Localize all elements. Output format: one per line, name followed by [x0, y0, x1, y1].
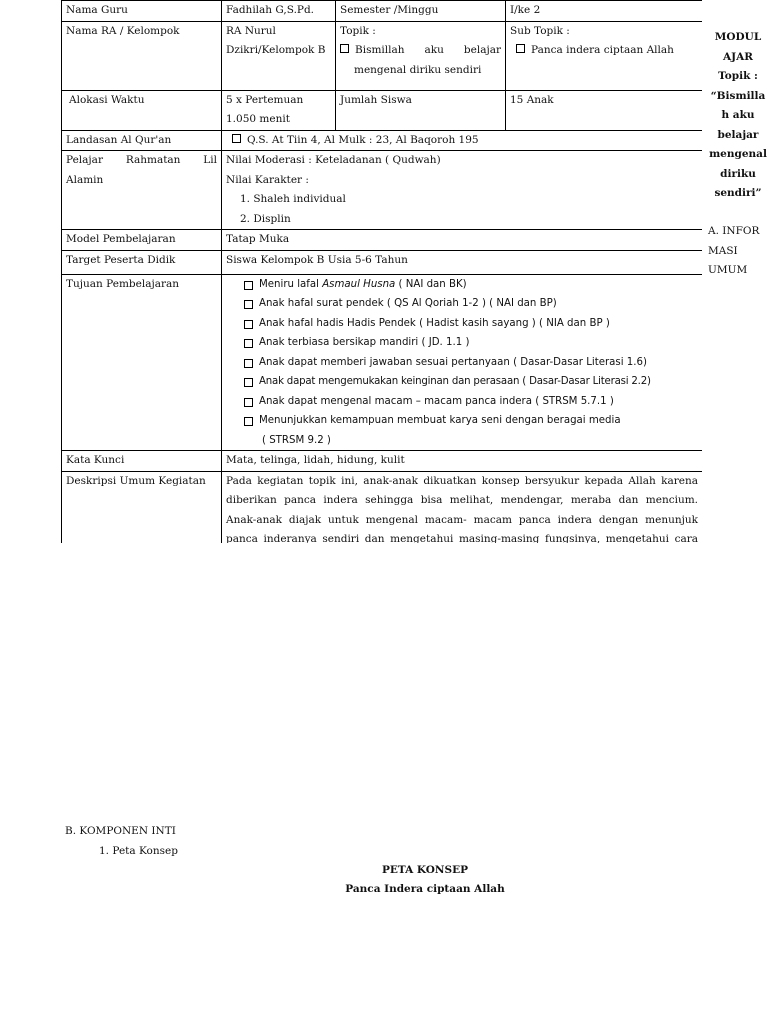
- karakter-item-1: 1. Shaleh individual: [240, 193, 346, 205]
- side-title-line: MODUL: [714, 31, 762, 43]
- jumlah-label: Jumlah Siswa: [336, 90, 506, 130]
- alokasi-line-1: 5 x Pertemuan: [226, 93, 304, 106]
- checkbox-icon: [244, 281, 253, 290]
- tujuan-item-2: Anak hafal surat pendek ( QS Al Qoriah 1-2 ) ( NAI dan BP): [226, 294, 698, 314]
- side-section-heading: [708, 222, 764, 281]
- checkbox-icon: [244, 417, 253, 426]
- peta-konsep-title: PETA KONSEP: [381, 864, 468, 876]
- model-value: Tatap Muka: [222, 230, 703, 251]
- checkbox-icon: [244, 378, 253, 387]
- nama-ra-value: [222, 21, 336, 90]
- checkbox-icon: [244, 320, 253, 329]
- nama-guru-label: Nama Guru: [62, 1, 222, 22]
- deskripsi-line-3: Anak-anak diajak untuk mengenal macam- macam panca indera dengan menunjuk: [226, 513, 698, 526]
- topik-cell: [336, 21, 506, 90]
- side-title-line: mengenal: [709, 148, 767, 160]
- deskripsi-line-2: diberikan panca indera sehingga bisa melihat, mendengar, meraba dan mencium.: [226, 494, 698, 506]
- checkbox-icon: [516, 44, 525, 53]
- jumlah-value: 15 Anak: [506, 90, 703, 130]
- karakter-item-2: 2. Displin: [240, 212, 291, 225]
- tujuan-item-1: Meniru lafal Asmaul Husna ( NAI dan BK): [226, 275, 698, 295]
- module-info-table: [61, 0, 702, 543]
- module-table-container: [61, 0, 702, 543]
- topik-line-2: mengenal diriku sendiri: [354, 63, 482, 76]
- side-title-line: AJAR: [723, 50, 753, 63]
- tujuan-item-8-cont: ( STRSM 9.2 ): [262, 434, 331, 446]
- side-info-line: UMUM: [708, 264, 748, 276]
- target-label: Target Peserta Didik: [62, 250, 222, 274]
- nama-ra-line-2: Dzikri/Kelompok B: [226, 44, 326, 56]
- checkbox-icon: [244, 359, 253, 368]
- peta-konsep-subtitle: Panca Indera ciptaan Allah: [345, 883, 505, 895]
- section-b-heading: B. KOMPONEN INTI: [65, 825, 176, 837]
- side-title: [708, 28, 768, 204]
- pelajar-value: [222, 151, 703, 230]
- nama-ra-line-1: RA Nurul: [226, 24, 276, 37]
- checkbox-icon: [244, 398, 253, 407]
- tujuan-list: [222, 274, 703, 451]
- tujuan-item-8: Menunjukkan kemampuan membuat karya seni dengan beragai media: [226, 411, 698, 431]
- deskripsi-line-1: Pada kegiatan topik ini, anak-anak dikuatkan konsep bersyukur kepada Allah karena: [226, 474, 698, 487]
- tujuan-item-6: Anak dapat mengemukakan keinginan dan perasaan ( Dasar-Dasar Literasi 2.2): [226, 372, 698, 392]
- deskripsi-value: [222, 471, 703, 543]
- target-value: Siswa Kelompok B Usia 5-6 Tahun: [222, 250, 703, 274]
- tujuan-item-5: Anak dapat memberi jawaban sesuai pertanyaan ( Dasar-Dasar Literasi 1.6): [226, 353, 698, 373]
- alokasi-label: Alokasi Waktu: [62, 90, 222, 130]
- side-title-line: h aku: [721, 109, 755, 121]
- tujuan-item-3: Anak hafal hadis Hadis Pendek ( Hadist kasih sayang ) ( NIA dan BP ): [226, 314, 698, 334]
- kata-kunci-label: Kata Kunci: [62, 451, 222, 472]
- side-title-line: “Bismilla: [710, 89, 766, 102]
- pelajar-label-line-2: Alamin: [66, 173, 104, 186]
- subtopik-cell: [506, 21, 703, 90]
- pelajar-label-line-1: Pelajar Rahmatan Lil: [66, 154, 217, 166]
- side-title-line: Topik :: [718, 70, 758, 82]
- nama-ra-label: Nama RA / Kelompok: [62, 21, 222, 90]
- deskripsi-line-4: panca inderanya sendiri dan mengetahui masing-masing fungsinya, mengetahui cara: [226, 533, 698, 543]
- subtopik-value: Panca indera ciptaan Allah: [510, 41, 698, 61]
- tujuan-item-7: Anak dapat mengenal macam – macam panca indera ( STRSM 5.7.1 ): [226, 392, 698, 412]
- alokasi-line-2: 1.050 menit: [226, 113, 290, 125]
- pelajar-label: [62, 151, 222, 230]
- semester-value: I/ke 2: [506, 1, 703, 22]
- side-title-line: diriku: [720, 167, 756, 180]
- checkbox-icon: [244, 300, 253, 309]
- side-title-line: belajar: [717, 128, 759, 141]
- topik-label: Topik :: [340, 24, 376, 37]
- peta-konsep-item: 1. Peta Konsep: [99, 845, 178, 857]
- deskripsi-label: Deskripsi Umum Kegiatan: [62, 471, 222, 543]
- nilai-moderasi: Nilai Moderasi : Keteladanan ( Qudwah): [226, 154, 441, 166]
- topik-line-1: Bismillah aku belajar: [340, 41, 501, 61]
- kata-kunci-value: Mata, telinga, lidah, hidung, kulit: [222, 451, 703, 472]
- checkbox-icon: [340, 44, 349, 53]
- landasan-label: Landasan Al Qur'an: [62, 130, 222, 151]
- side-info-line: MASI: [708, 244, 738, 257]
- nama-guru-value: Fadhilah G,S.Pd.: [222, 1, 336, 22]
- subtopik-label: Sub Topik :: [510, 24, 570, 37]
- semester-label: Semester /Minggu: [336, 1, 506, 22]
- nilai-karakter: Nilai Karakter :: [226, 173, 309, 186]
- side-title-line: sendiri”: [714, 187, 762, 199]
- checkbox-icon: [244, 339, 253, 348]
- model-label: Model Pembelajaran: [62, 230, 222, 251]
- side-info-line: A. INFOR: [708, 225, 760, 237]
- checkbox-icon: [232, 134, 241, 143]
- alokasi-value: [222, 90, 336, 130]
- tujuan-item-4: Anak terbiasa bersikap mandiri ( JD. 1.1 ): [226, 333, 698, 353]
- tujuan-label: Tujuan Pembelajaran: [62, 274, 222, 451]
- landasan-value: Q.S. At Tiin 4, Al Mulk : 23, Al Baqoroh 195: [222, 130, 703, 151]
